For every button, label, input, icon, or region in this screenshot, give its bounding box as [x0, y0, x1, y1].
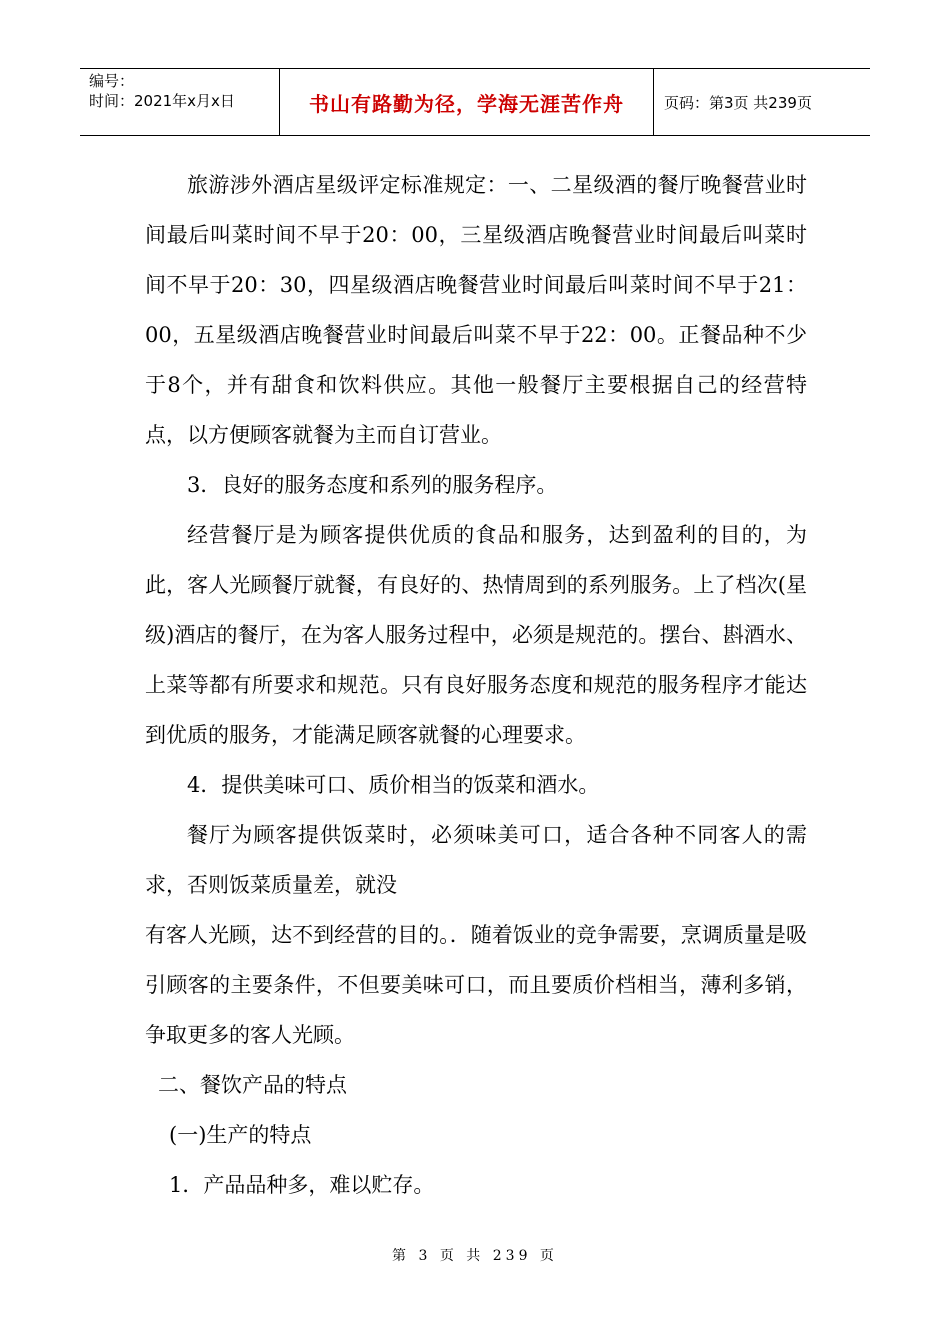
section-heading: 二、餐饮产品的特点: [158, 1073, 347, 1097]
header-motto: 书山有路勤为径，学海无涯苦作舟: [309, 91, 624, 116]
list-heading: 3．良好的服务态度和系列的服务程序。: [187, 473, 558, 497]
list-heading: 1．产品品种多，难以贮存。: [169, 1173, 435, 1197]
page-header: [80, 68, 870, 136]
document-body: [145, 160, 807, 1210]
header-motto-cell: [280, 69, 654, 135]
header-page-info-cell: [654, 69, 870, 135]
page-footer: 第 3 页 共 239 页: [392, 1248, 558, 1264]
list-heading: 4．提供美味可口、质价相当的饭菜和酒水。: [187, 773, 600, 797]
subsection-heading: (一)生产的特点: [169, 1123, 312, 1147]
document-number: 编号：: [89, 72, 135, 90]
document-date: 时间：2021年x月x日: [89, 92, 235, 110]
paragraph: 有客人光顾，达不到经营的目的。．随着饭业的竞争需要，烹调质量是吸引顾客的主要条件，不但要美味可口，而且要质价档相当，薄利多销，争取更多的客人光顾。: [145, 923, 807, 1047]
paragraph: 旅游涉外酒店星级评定标准规定：一、二星级酒的餐厅晚餐营业时间最后叫菜时间不早于20：00，三星级酒店晚餐营业时间最后叫菜时间不早于20：30，四星级酒店晚餐营业时间最后叫菜时间不早于21：00，五星级酒店晚餐营业时间最后叫菜不早于22：00。正餐品种不少于8个，并有甜食和饮料供应。其他一般餐厅主要根据自己的经营特点，以方便顾客就餐为主而自订营业。: [145, 173, 807, 447]
paragraph: 餐厅为顾客提供饭菜时，必须味美可口，适合各种不同客人的需求，否则饭菜质量差，就没: [145, 823, 807, 897]
header-page-info: 页码：第3页 共239页: [664, 93, 812, 112]
paragraph: 经营餐厅是为顾客提供优质的食品和服务，达到盈利的目的，为此，客人光顾餐厅就餐，有良好的、热情周到的系列服务。上了档次(星级)酒店的餐厅，在为客人服务过程中，必须是规范的。摆台、斟酒水、上菜等都有所要求和规范。只有良好服务态度和规范的服务程序才能达到优质的服务，才能满足顾客就餐的心理要求。: [145, 523, 807, 747]
header-meta: [80, 69, 280, 135]
